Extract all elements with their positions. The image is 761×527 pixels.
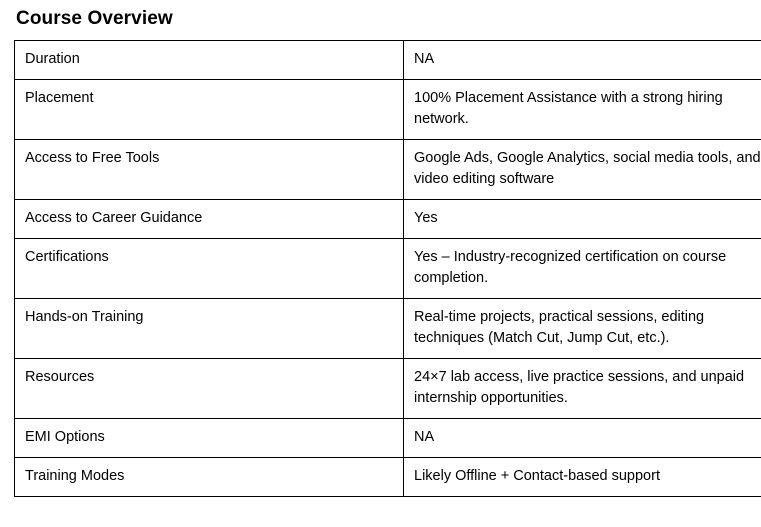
row-label: Access to Career Guidance bbox=[15, 199, 404, 238]
table-body bbox=[15, 40, 761, 496]
page-title: Course Overview bbox=[16, 8, 173, 29]
row-value: Likely Offline + Contact-based support bbox=[404, 458, 761, 497]
table-row bbox=[15, 358, 761, 418]
row-value: Yes bbox=[404, 199, 761, 238]
row-value: 24×7 lab access, live practice sessions, and unpaid internship opportunities. bbox=[404, 358, 761, 418]
row-value: NA bbox=[404, 418, 761, 457]
table-row bbox=[15, 79, 761, 139]
table-row bbox=[15, 418, 761, 457]
table-row bbox=[15, 238, 761, 298]
table-row bbox=[15, 458, 761, 497]
row-label: Hands-on Training bbox=[15, 298, 404, 358]
table-row bbox=[15, 139, 761, 199]
row-label: Resources bbox=[15, 358, 404, 418]
table-row bbox=[15, 199, 761, 238]
row-label: Placement bbox=[15, 79, 404, 139]
row-value: Yes – Industry-recognized certification on course completion. bbox=[404, 238, 761, 298]
row-value: NA bbox=[404, 40, 761, 79]
course-overview-table bbox=[14, 40, 761, 497]
row-label: EMI Options bbox=[15, 418, 404, 457]
row-value: Google Ads, Google Analytics, social media tools, and video editing software bbox=[404, 139, 761, 199]
table-row bbox=[15, 40, 761, 79]
row-label: Access to Free Tools bbox=[15, 139, 404, 199]
row-label: Duration bbox=[15, 40, 404, 79]
table-row bbox=[15, 298, 761, 358]
row-label: Certifications bbox=[15, 238, 404, 298]
row-value: 100% Placement Assistance with a strong hiring network. bbox=[404, 79, 761, 139]
row-value: Real-time projects, practical sessions, editing techniques (Match Cut, Jump Cut, etc.). bbox=[404, 298, 761, 358]
row-label: Training Modes bbox=[15, 458, 404, 497]
